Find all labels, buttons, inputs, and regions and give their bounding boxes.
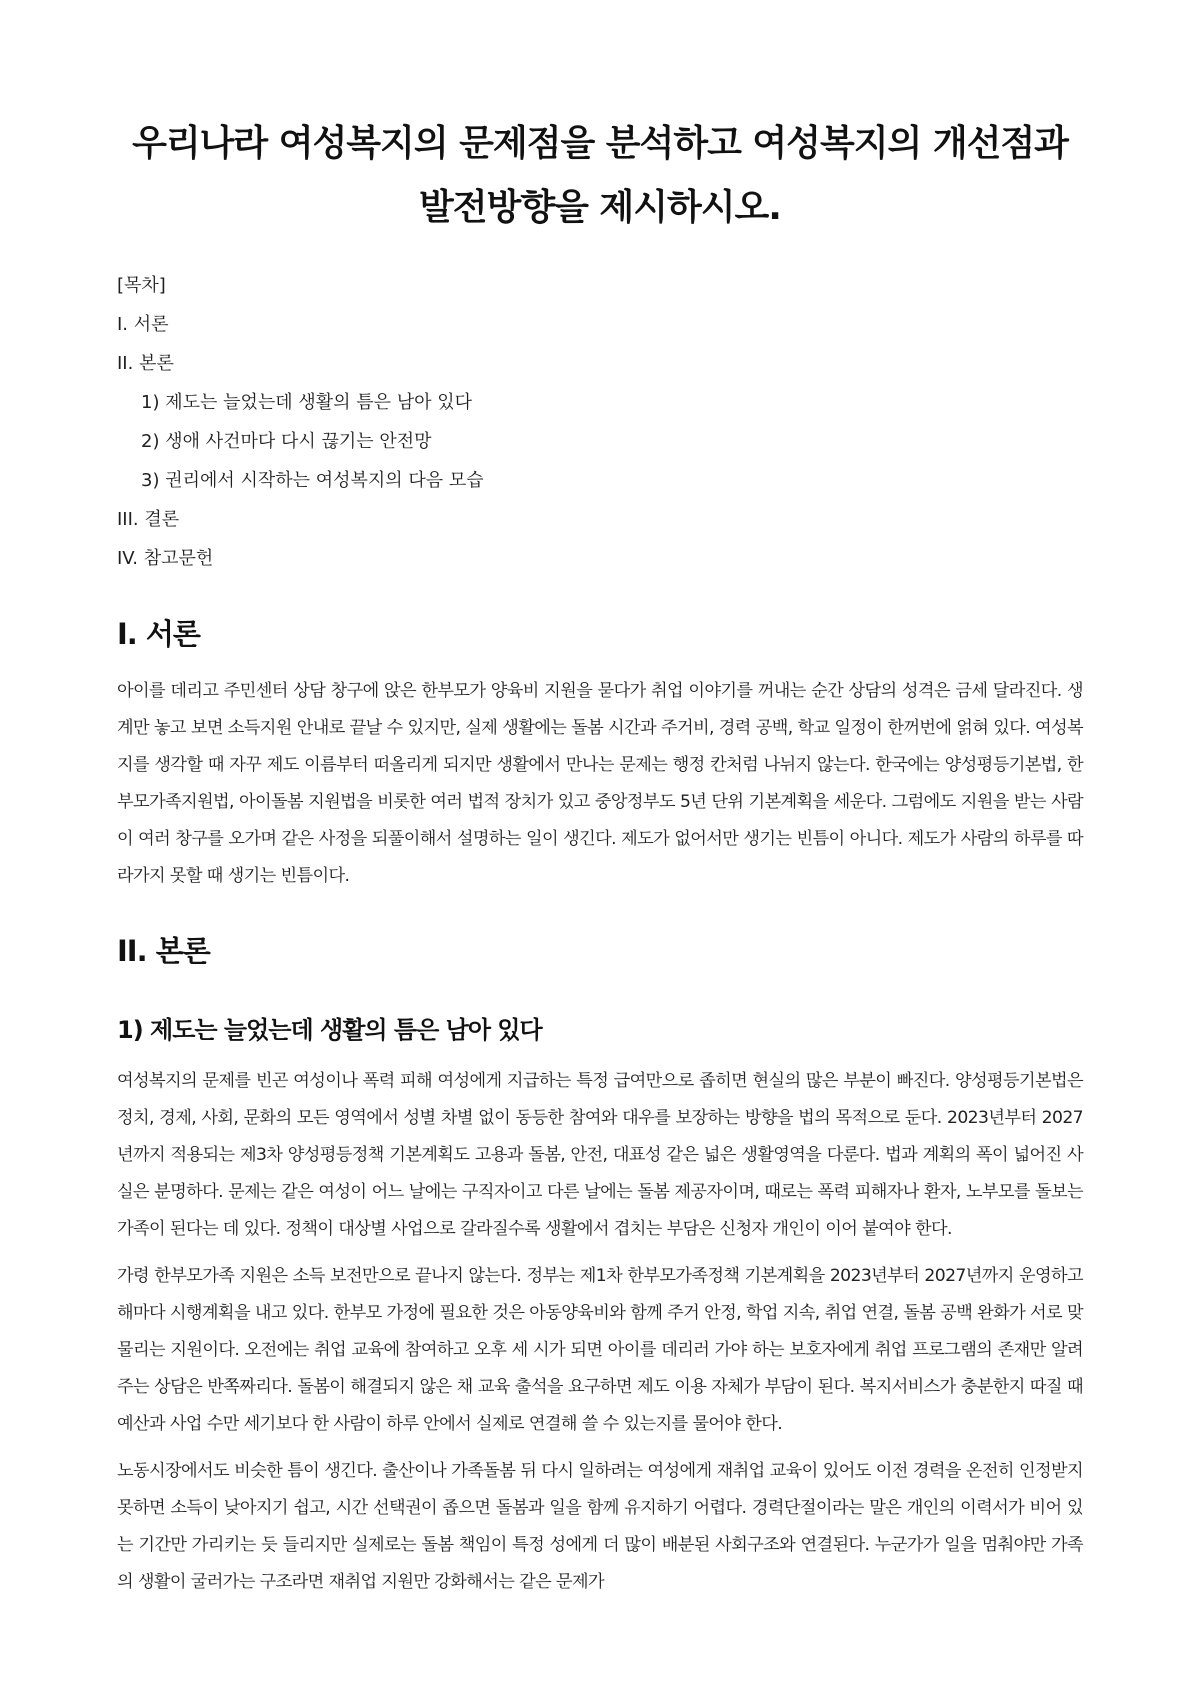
subsection-heading-1: 1) 제도는 늘었는데 생활의 틈은 남아 있다 xyxy=(117,1016,542,1044)
section-heading-body: II. 본론 xyxy=(117,934,210,968)
table-of-contents xyxy=(117,266,1083,578)
toc-item-introduction: I. 서론 xyxy=(117,314,169,335)
toc-item-references: IV. 참고문헌 xyxy=(117,548,214,569)
document-page xyxy=(117,112,1083,1601)
toc-item-body-section-2: 2) 생애 사건마다 다시 끊기는 안전망 xyxy=(141,431,432,452)
body-paragraph-1: 여성복지의 문제를 빈곤 여성이나 폭력 피해 여성에게 지급하는 특정 급여만으로 좁히면 현실의 많은 부분이 빠진다. 양성평등기본법은 정치, 경제, 사회, 문화의 모든 영역에서 성별 차별 없이 동등한 참여와 대우를 보장하는 방향을 법의 목적으로 둔다. 2023년부터 2027년까지 적용되는 제3차 양성평등정책 기본계획도 고용과 돌봄, 안전, 대표성 같은 넓은 생활영역을 다룬다. 법과 계획의 폭이 넓어진 사실은 분명하다. 문제는 같은 여성이 어느 날에는 구직자이고 다른 날에는 돌봄 제공자이며, 때로는 폭력 피해자나 환자, 노부모를 돌보는 가족이 된다는 데 있다. 정책이 대상별 사업으로 갈라질수록 생활에서 겹치는 부담은 신청자 개인이 이어 붙여야 한다. xyxy=(117,1071,1083,1239)
toc-heading: [목차] xyxy=(117,275,166,296)
document-title-line-2: 발전방향을 제시하시오. xyxy=(419,187,781,228)
toc-item-body-section-1: 1) 제도는 늘었는데 생활의 틈은 남아 있다 xyxy=(141,392,473,413)
document-title xyxy=(117,112,1083,240)
toc-item-body: II. 본론 xyxy=(117,353,174,374)
toc-item-body-section-3: 3) 권리에서 시작하는 여성복지의 다음 모습 xyxy=(141,470,484,491)
section-heading-introduction: I. 서론 xyxy=(117,617,200,651)
body-paragraph-2: 가령 한부모가족 지원은 소득 보전만으로 끝나지 않는다. 정부는 제1차 한부모가족정책 기본계획을 2023년부터 2027년까지 운영하고 해마다 시행계획을 내고 있다. 한부모 가정에 필요한 것은 아동양육비와 함께 주거 안정, 학업 지속, 취업 연결, 돌봄 공백 완화가 서로 맞물리는 지원이다. 오전에는 취업 교육에 참여하고 오후 세 시가 되면 아이를 데리러 가야 하는 보호자에게 취업 프로그램의 존재만 알려주는 상담은 반쪽짜리다. 돌봄이 해결되지 않은 채 교육 출석을 요구하면 제도 이용 자체가 부담이 된다. 복지서비스가 충분한지 따질 때 예산과 사업 수만 세기보다 한 사람이 하루 안에서 실제로 연결해 쓸 수 있는지를 물어야 한다. xyxy=(117,1266,1083,1434)
introduction-paragraph: 아이를 데리고 주민센터 상담 창구에 앉은 한부모가 양육비 지원을 묻다가 취업 이야기를 꺼내는 순간 상담의 성격은 금세 달라진다. 생계만 놓고 보면 소득지원 안내로 끝날 수 있지만, 실제 생활에는 돌봄 시간과 주거비, 경력 공백, 학교 일정이 한꺼번에 얽혀 있다. 여성복지를 생각할 때 자꾸 제도 이름부터 떠올리게 되지만 생활에서 만나는 문제는 행정 칸처럼 나뉘지 않는다. 한국에는 양성평등기본법, 한부모가족지원법, 아이돌봄 지원법을 비롯한 여러 법적 장치가 있고 중앙정부도 5년 단위 기본계획을 세운다. 그럼에도 지원을 받는 사람이 여러 창구를 오가며 같은 사정을 되풀이해서 설명하는 일이 생긴다. 제도가 없어서만 생기는 빈틈이 아니다. 제도가 사람의 하루를 따라가지 못할 때 생기는 빈틈이다. xyxy=(117,681,1083,886)
toc-item-conclusion: III. 결론 xyxy=(117,509,180,530)
document-title-line-1: 우리나라 여성복지의 문제점을 분석하고 여성복지의 개선점과 xyxy=(132,123,1068,164)
body-paragraph-3: 노동시장에서도 비슷한 틈이 생긴다. 출산이나 가족돌봄 뒤 다시 일하려는 여성에게 재취업 교육이 있어도 이전 경력을 온전히 인정받지 못하면 소득이 낮아지기 쉽고, 시간 선택권이 좁으면 돌봄과 일을 함께 유지하기 어렵다. 경력단절이라는 말은 개인의 이력서가 비어 있는 기간만 가리키는 듯 들리지만 실제로는 돌봄 책임이 특정 성에게 더 많이 배분된 사회구조와 연결된다. 누군가가 일을 멈춰야만 가족의 생활이 굴러가는 구조라면 재취업 지원만 강화해서는 같은 문제가 xyxy=(117,1461,1083,1592)
